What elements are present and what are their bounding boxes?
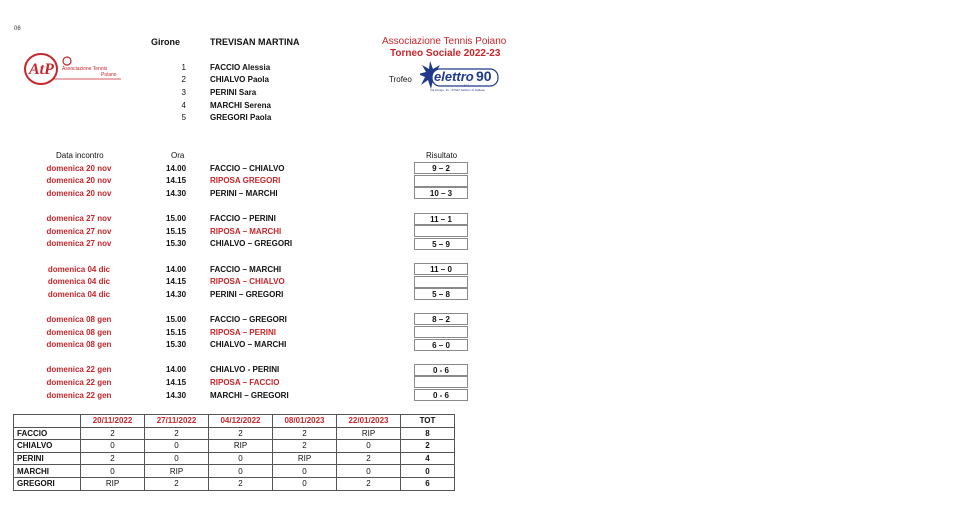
round-points: 2 [209, 427, 273, 440]
player-name: MARCHI Serena [210, 100, 271, 110]
match-row [0, 187, 470, 200]
sponsor-small: s.r.l. [464, 83, 470, 87]
sponsor-number: 90 [476, 68, 492, 84]
round-points: 2 [337, 477, 401, 490]
match-time: 15.30 [166, 239, 187, 249]
match-pairing: FACCIO – CHIALVO [210, 163, 285, 173]
match-time: 14.00 [166, 163, 187, 173]
player-name: FACCIO Alessia [210, 62, 271, 72]
match-time: 14.30 [166, 188, 187, 198]
sponsor-address: Via Dorigo, 11 - 37022 Settimo di Gallese [430, 88, 485, 92]
player-number: 5 [181, 113, 186, 123]
association-name: Associazione Tennis Poiano [382, 36, 507, 47]
match-row [0, 175, 470, 188]
match-date: domenica 20 nov [46, 188, 112, 198]
standings-header-row [14, 415, 455, 428]
round-points: 0 [145, 440, 209, 453]
round-points: 0 [81, 440, 145, 453]
match-result [414, 276, 468, 288]
round-points: 2 [145, 477, 209, 490]
match-date: domenica 04 dic [47, 289, 111, 299]
player-number: 2 [181, 75, 186, 85]
match-result [414, 225, 468, 237]
standings-player-name: MARCHI [14, 465, 81, 478]
match-row [0, 212, 470, 225]
match-result [414, 175, 468, 187]
player-number: 1 [181, 62, 186, 72]
match-time: 14.00 [166, 365, 187, 375]
round-points: RIP [337, 427, 401, 440]
match-time: 14.30 [166, 390, 187, 400]
sponsor-name: elettro [434, 69, 474, 84]
round-points: RIP [273, 452, 337, 465]
player-row [168, 86, 271, 99]
match-time: 15.30 [166, 340, 187, 350]
match-pairing: CHIALVO – GREGORI [210, 239, 293, 249]
round-points: RIP [81, 477, 145, 490]
match-time: 14.00 [166, 264, 187, 274]
girone-label: Girone [151, 37, 181, 47]
rest-label: RIPOSA – FACCIO [210, 377, 280, 387]
match-date: domenica 22 gen [46, 390, 112, 400]
match-pairing: FACCIO – PERINI [210, 214, 276, 224]
match-time: 14.15 [166, 277, 187, 287]
match-row [0, 338, 470, 351]
match-date: domenica 27 nov [46, 226, 112, 236]
match-pairing: CHIALVO - PERINI [210, 365, 280, 375]
svg-text:AtP: AtP [29, 61, 54, 78]
round-points: 0 [145, 452, 209, 465]
match-pairing: PERINI – MARCHI [210, 188, 278, 198]
match-row [0, 326, 470, 339]
match-pairing: CHIALVO – MARCHI [210, 340, 287, 350]
association-logo [23, 52, 123, 90]
player-row [168, 99, 271, 112]
match-result: 0 - 6 [414, 389, 468, 401]
player-row [168, 61, 271, 74]
round-points: 0 [209, 465, 273, 478]
player-name: PERINI Sara [210, 87, 257, 97]
total-points: 2 [401, 440, 455, 453]
round-points: 0 [81, 465, 145, 478]
match-row [0, 288, 470, 301]
match-date: domenica 04 dic [47, 264, 111, 274]
player-name: CHIALVO Paola [210, 75, 269, 85]
rest-label: RIPOSA – MARCHI [210, 226, 282, 236]
round-points: 0 [209, 452, 273, 465]
standings-row [14, 477, 455, 490]
match-time: 15.00 [166, 214, 187, 224]
match-time: 15.00 [166, 314, 187, 324]
match-result: 9 – 2 [414, 162, 468, 174]
date-column-header: 08/01/2023 [273, 415, 337, 428]
match-row [0, 364, 470, 377]
match-pairing: FACCIO – MARCHI [210, 264, 282, 274]
match-result: 8 – 2 [414, 313, 468, 325]
rest-label: RIPOSA – PERINI [210, 327, 276, 337]
match-pairing: PERINI – GREGORI [210, 289, 284, 299]
match-result: 0 - 6 [414, 364, 468, 376]
total-points: 4 [401, 452, 455, 465]
match-row [0, 389, 470, 402]
match-result: 6 – 0 [414, 339, 468, 351]
match-result: 11 – 1 [414, 213, 468, 225]
match-row [0, 263, 470, 276]
total-points: 6 [401, 477, 455, 490]
match-time: 15.15 [166, 226, 187, 236]
match-date: domenica 08 gen [46, 327, 112, 337]
match-result: 5 – 8 [414, 288, 468, 300]
standings-table [13, 414, 455, 491]
player-list [168, 61, 271, 124]
match-date: domenica 04 dic [47, 277, 111, 287]
match-date: domenica 22 gen [46, 377, 112, 387]
round-points: 2 [81, 452, 145, 465]
player-row [168, 111, 271, 124]
player-number: 4 [181, 100, 186, 110]
standings-row [14, 465, 455, 478]
match-time: 14.15 [166, 176, 187, 186]
match-date: domenica 27 nov [46, 214, 112, 224]
player-row [168, 74, 271, 87]
page-number: 06 [14, 26, 21, 32]
match-row [0, 225, 470, 238]
round-points: 2 [273, 440, 337, 453]
standings-player-name: GREGORI [14, 477, 81, 490]
tournament-title: Torneo Sociale 2022-23 [390, 48, 501, 59]
match-date: domenica 20 nov [46, 176, 112, 186]
round-points: RIP [145, 465, 209, 478]
standings-row [14, 452, 455, 465]
total-points: 0 [401, 465, 455, 478]
match-row [0, 238, 470, 251]
match-date: domenica 27 nov [46, 239, 112, 249]
date-column-header: 04/12/2022 [209, 415, 273, 428]
round-points: 2 [273, 427, 337, 440]
sponsor-logo [420, 59, 502, 97]
match-row [0, 313, 470, 326]
match-date: domenica 08 gen [46, 340, 112, 350]
match-row [0, 275, 470, 288]
trophy-label: Trofeo [389, 75, 412, 84]
round-points: 0 [273, 465, 337, 478]
match-row [0, 376, 470, 389]
round-points: 0 [337, 465, 401, 478]
standings-row [14, 440, 455, 453]
standings-row [14, 427, 455, 440]
round-points: 2 [337, 452, 401, 465]
rest-label: RIPOSA GREGORI [210, 176, 281, 186]
round-points: 2 [209, 477, 273, 490]
date-column-header: 20/11/2022 [81, 415, 145, 428]
total-header: TOT [401, 415, 455, 428]
match-date: domenica 08 gen [46, 314, 112, 324]
match-row [0, 162, 470, 175]
standings-player-name: FACCIO [14, 427, 81, 440]
match-time: 14.15 [166, 377, 187, 387]
round-points: 2 [81, 427, 145, 440]
round-points: RIP [209, 440, 273, 453]
corner-cell [14, 415, 81, 428]
logo-text: Associazione Tennis [62, 66, 108, 72]
date-header: Data incontro [56, 151, 104, 160]
player-number: 3 [181, 87, 186, 97]
match-result: 5 – 9 [414, 238, 468, 250]
date-column-header: 27/11/2022 [145, 415, 209, 428]
match-pairing: MARCHI – GREGORI [210, 390, 289, 400]
standings-player-name: PERINI [14, 452, 81, 465]
match-pairing: FACCIO – GREGORI [210, 314, 287, 324]
player-name: GREGORI Paola [210, 113, 272, 123]
match-result [414, 376, 468, 388]
round-points: 0 [337, 440, 401, 453]
time-header: Ora [171, 151, 185, 160]
date-column-header: 22/01/2023 [337, 415, 401, 428]
match-result: 11 – 0 [414, 263, 468, 275]
match-date: domenica 22 gen [46, 365, 112, 375]
girone-name: TREVISAN MARTINA [210, 37, 300, 47]
total-points: 8 [401, 427, 455, 440]
match-time: 15.15 [166, 327, 187, 337]
round-points: 2 [145, 427, 209, 440]
match-result: 10 – 3 [414, 187, 468, 199]
round-points: 0 [273, 477, 337, 490]
match-time: 14.30 [166, 289, 187, 299]
match-result [414, 326, 468, 338]
logo-subtext: Poiano [101, 72, 117, 78]
result-header: Risultato [426, 151, 458, 160]
match-date: domenica 20 nov [46, 163, 112, 173]
standings-player-name: CHIALVO [14, 440, 81, 453]
rest-label: RIPOSA – CHIALVO [210, 277, 285, 287]
